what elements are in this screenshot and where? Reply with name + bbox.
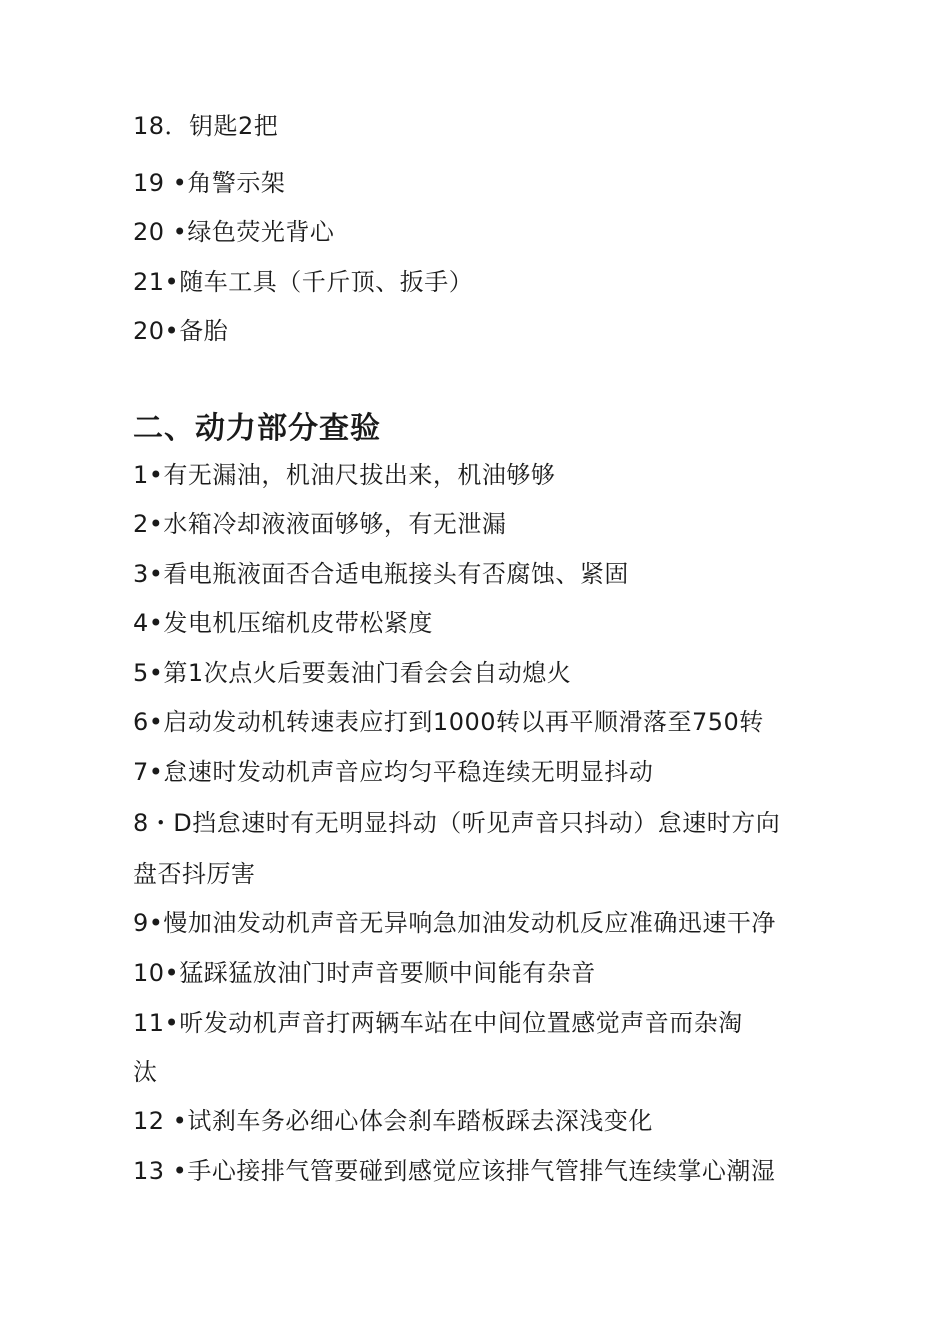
list-item: 13 •手心接排气管要碰到感觉应该排气管排气连续掌心潮湿 — [133, 1157, 776, 1185]
list-item: 4•发电机压缩机皮带松紧度 — [133, 609, 433, 637]
section-heading: 二、动力部分查验 — [133, 411, 381, 446]
list-item: 12 •试刹车务必细心体会刹车踏板踩去深浅变化 — [133, 1107, 653, 1135]
list-item: 6•启动发动机转速表应打到1000转以再平顺滑落至750转 — [133, 708, 764, 736]
list-item: 10•猛踩猛放油门时声音要顺中间能有杂音 — [133, 959, 596, 987]
list-item: 18．钥匙2把 — [133, 112, 279, 140]
list-item-continuation: 盘否抖厉害 — [133, 860, 256, 888]
list-item: 2•水箱冷却液液面够够，有无泄漏 — [133, 510, 507, 538]
list-item: 7•怠速时发动机声音应均匀平稳连续无明显抖动 — [133, 758, 654, 786]
list-item-continuation: 汰 — [133, 1058, 158, 1086]
list-item: 5•第1次点火后要轰油门看会会自动熄火 — [133, 659, 572, 687]
list-item: 3•看电瓶液面否合适电瓶接头有否腐蚀、紧固 — [133, 560, 629, 588]
list-item: 20•备胎 — [133, 317, 229, 345]
list-item: 11•听发动机声音打两辆车站在中间位置感觉声音而杂淘 — [133, 1009, 743, 1037]
list-item: 8・D挡怠速时有无明显抖动（听见声音只抖动）怠速时方向 — [133, 809, 781, 837]
list-item: 21•随车工具（千斤顶、扳手） — [133, 268, 474, 296]
list-item: 20 •绿色荧光背心 — [133, 218, 335, 246]
list-item: 9•慢加油发动机声音无异响急加油发动机反应准确迅速干净 — [133, 909, 776, 937]
list-item: 1•有无漏油，机油尺拔出来，机油够够 — [133, 461, 556, 489]
list-item: 19 •角警示架 — [133, 169, 286, 197]
